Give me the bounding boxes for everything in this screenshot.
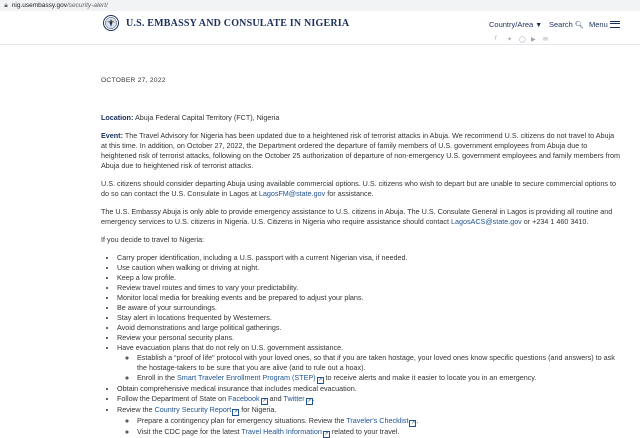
- embassy-seal-logo[interactable]: [103, 15, 119, 31]
- external-link-icon: ↗: [262, 398, 267, 404]
- follow-end: .: [312, 394, 315, 403]
- list-item-evacuation: [117, 343, 621, 384]
- search-icon: 🔍︎: [574, 22, 584, 29]
- travelers-checklist-link[interactable]: Traveler's Checklist: [346, 416, 409, 425]
- country-security-report-link[interactable]: Country Security Report: [154, 405, 232, 414]
- sub-list-item: [137, 416, 621, 427]
- cdc-text-end: related to your travel.: [329, 427, 400, 436]
- list-item: • Carry proper identification, including a U.S. passport with a current Nigerian visa, if needed.: [117, 253, 621, 263]
- advice-list: [101, 253, 621, 438]
- youtube-icon[interactable]: ▶: [531, 37, 536, 43]
- review-text: Review the: [117, 405, 155, 414]
- search-button[interactable]: [549, 20, 584, 29]
- country-area-dropdown[interactable]: [489, 20, 542, 29]
- caret-down-icon: ▼: [535, 22, 543, 29]
- external-link-icon: ↗: [410, 420, 416, 426]
- depart-text-end: for assistance.: [325, 189, 374, 198]
- header-divider: [0, 44, 640, 45]
- search-label: Search: [549, 20, 573, 29]
- contingency-text: Prepare a contingency plan for emergency situations. Review the: [137, 416, 347, 425]
- cdc-text: Visit the CDC page for the latest: [137, 427, 242, 436]
- location-value: Abuja Federal Capital Territory (FCT), Nigeria: [133, 113, 280, 122]
- list-item: • Review travel routes and times to vary your predictability.: [117, 283, 621, 293]
- external-link-icon: ↗: [324, 431, 329, 437]
- external-link-icon: ↗: [317, 377, 323, 383]
- location-label: Location:: [101, 113, 134, 122]
- list-item: • Monitor local media for breaking events and be prepared to adjust your plans.: [117, 293, 621, 303]
- twitter-link[interactable]: Twitter: [283, 394, 305, 403]
- browser-address-bar[interactable]: [0, 0, 640, 11]
- depart-paragraph: [101, 179, 621, 199]
- external-link-icon: ↗: [233, 409, 238, 415]
- step-text-end: to receive alerts and make it easier to locate you in an emergency.: [323, 373, 537, 382]
- list-item: • Avoid demonstrations and large political gatherings.: [117, 323, 621, 333]
- country-area-label: Country/Area: [489, 20, 534, 29]
- url-path: /security-alert/: [66, 2, 108, 9]
- list-item: • Review your personal security plans.: [117, 333, 621, 343]
- list-item-follow: [117, 394, 621, 405]
- list-item: • Keep a low profile.: [117, 273, 621, 283]
- instagram-icon[interactable]: ◯: [519, 37, 526, 43]
- menu-button[interactable]: [589, 20, 620, 29]
- security-alert-article: [101, 76, 621, 438]
- embassy-text: The U.S. Embassy Abuja is only able to provide emergency assistance to U.S. citizens in Abuja. The U.S. Consulate General in Lagos is providing all routine and emergency services to U.S. citizens in Nigeria. U.S. Citizens in Nigeria who require assistance should contact: [101, 207, 613, 226]
- contingency-end: .: [416, 416, 419, 425]
- sub-list-item: [137, 427, 621, 438]
- follow-text: Follow the Department of State on: [117, 394, 229, 403]
- step-link[interactable]: Smart Traveler Enrollment Program (STEP): [176, 373, 316, 382]
- event-text: The Travel Advisory for Nigeria has been updated due to a heightened risk of terrorist attacks in Abuja. We recommend U.S. citizens do not travel to Abuja at this time. In addition, on October 27, 2022, the Department ordered the departure of family members of U.S. government employees from Abuja due to heightened risk of terrorist attacks, following on the October 25 authorization of departure of non-emergency U.S. government employees and family members from Abuja due to heightened risk of terrorist attacks.: [101, 131, 620, 170]
- sub-list-item: [137, 373, 621, 384]
- list-item: • Be aware of your surroundings.: [117, 303, 621, 313]
- lagos-fm-email-link[interactable]: LagosFM@state.gov: [258, 189, 326, 198]
- twitter-icon[interactable]: ✦: [507, 37, 513, 43]
- hamburger-menu-icon: [610, 21, 620, 28]
- facebook-icon[interactable]: f: [495, 36, 497, 42]
- list-item-review: [117, 405, 621, 438]
- step-text: Enroll in the: [137, 373, 177, 382]
- event-paragraph: [101, 131, 621, 171]
- embassy-text-end: or +234 1 460 3410.: [521, 217, 589, 226]
- lagos-acs-email-link[interactable]: LagosACS@state.gov: [450, 217, 522, 226]
- evacuation-sublist: [117, 353, 621, 384]
- email-icon[interactable]: ✉: [543, 37, 549, 43]
- evacuation-text: Have evacuation plans that do not rely on U.S. government assistance.: [117, 343, 344, 352]
- location-paragraph: [101, 113, 621, 123]
- lock-icon: 🔒︎: [4, 2, 8, 9]
- sub-list-item: ◦ Establish a “proof of life” protocol with your loved ones, so that if you are taken hostage, your loved ones know specific questions (and answers) to ask the hostage-takers to be sure that you are alive (and to rule out a hoax).: [137, 353, 621, 373]
- facebook-link[interactable]: Facebook: [228, 394, 260, 403]
- travel-health-information-link[interactable]: Travel Health Information: [241, 427, 322, 436]
- review-text-end: for Nigeria.: [239, 405, 277, 414]
- follow-and: and: [267, 394, 284, 403]
- event-label: Event:: [101, 131, 123, 140]
- site-title[interactable]: U.S. EMBASSY AND CONSULATE IN NIGERIA: [126, 18, 350, 29]
- list-item: • Use caution when walking or driving at night.: [117, 263, 621, 273]
- list-item: • Stay alert in locations frequented by Westerners.: [117, 313, 621, 323]
- list-item: • Obtain comprehensive medical insurance that includes medical evacuation.: [117, 384, 621, 394]
- article-date: OCTOBER 27, 2022: [101, 77, 166, 84]
- depart-text: U.S. citizens should consider departing Abuja using available commercial options. U.S. citizens who wish to depart but are unable to secure commercial options to do so can contact the U.S. Consulate in Lagos at: [101, 179, 616, 198]
- external-link-icon: ↗: [307, 398, 312, 404]
- url-host: nig.usembassy.gov: [11, 2, 67, 9]
- menu-label: Menu: [589, 20, 608, 29]
- travel-intro: If you decide to travel to Nigeria:: [101, 235, 205, 244]
- embassy-paragraph: [101, 207, 621, 227]
